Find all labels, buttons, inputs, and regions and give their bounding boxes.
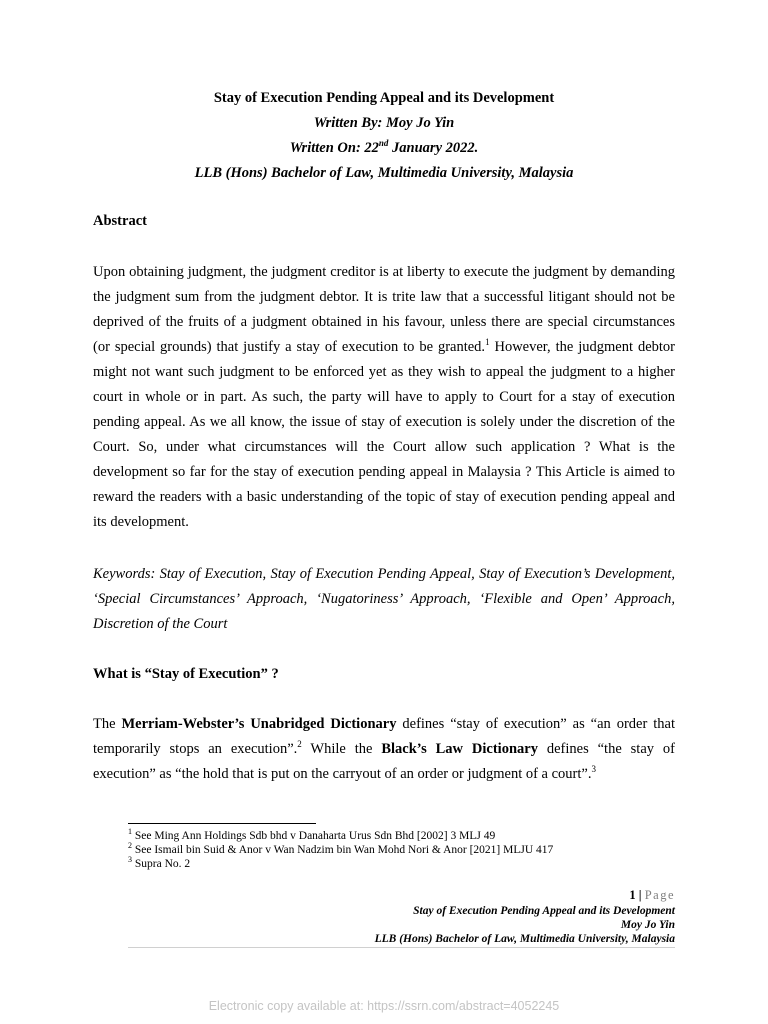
- footnote-item: [128, 843, 553, 857]
- section-text-3: While the: [301, 741, 382, 757]
- page-number: 1: [629, 888, 636, 902]
- section-text-4: defines “the stay of execution” as “the hold that is put on the carryout of an order or judgment of a court”.: [93, 741, 675, 782]
- abstract-heading: Abstract: [93, 213, 147, 229]
- footnote-ref-1[interactable]: 1: [485, 337, 490, 348]
- keywords-paragraph: Keywords: Stay of Execution, Stay of Execution Pending Appeal, Stay of Execution’s Development, ‘Special Circumstances’ Approach, ‘Nugatoriness’ Approach, ‘Flexible and Open’ Approach, Discretion of the Court: [93, 566, 675, 632]
- footnote-ref-3[interactable]: 3: [591, 764, 596, 775]
- footer-author: Moy Jo Yin: [620, 919, 675, 931]
- page-number-line: [128, 888, 675, 903]
- dictionary-name-1: Merriam-Webster’s Unabridged Dictionary: [121, 716, 397, 732]
- footnote-item: [128, 857, 553, 871]
- page-separator: |: [635, 888, 645, 902]
- footer-title: Stay of Execution Pending Appeal and its Development: [413, 905, 675, 917]
- running-footer: [128, 904, 675, 946]
- abstract-text-1: Upon obtaining judgment, the judgment creditor is at liberty to execute the judgment by demanding the judgment sum from the judgment debtor. It is trite law that a successful litigant should not be deprived of the fruits of a judgment obtained in his favour, unless there are special circumstances (or special grounds) that justify a stay of execution to be granted.: [93, 264, 675, 355]
- footnote-item: [128, 829, 553, 843]
- footnote-divider: [128, 823, 316, 824]
- dictionary-name-2: Black’s Law Dictionary: [381, 741, 538, 757]
- section-text-2: defines “stay of execution” as “an order that temporarily stops an execution”.: [93, 716, 675, 757]
- footnote-text: See Ming Ann Holdings Sdb bhd v Danaharta Urus Sdn Bhd [2002] 3 MLJ 49: [132, 830, 496, 842]
- footnote-number: 3: [128, 855, 132, 865]
- date-ordinal: nd: [378, 138, 389, 149]
- date-suffix: January 2022.: [388, 140, 479, 156]
- footnote-text: Supra No. 2: [132, 858, 191, 870]
- page-word: Page: [644, 888, 675, 902]
- paper-title: Stay of Execution Pending Appeal and its Development: [213, 90, 555, 106]
- abstract-text-2: However, the judgment debtor might not want such judgment to be enforced yet as they wish to appeal the judgment to a higher court in whole or in part. As such, the party will have to apply to Court for a stay of execution pending appeal. As we all know, the issue of stay of execution is solely under the discretion of the Court. So, under what circumstances will the Court allow such application ? What is the development so far for the stay of execution pending appeal in Malaysia ? This Article is aimed to reward the readers with a basic understanding of the topic of stay of execution pending appeal and its development.: [93, 339, 675, 530]
- footer-affiliation: LLB (Hons) Bachelor of Law, Multimedia University, Malaysia: [374, 933, 675, 945]
- section-heading: What is “Stay of Execution” ?: [93, 666, 279, 682]
- abstract-paragraph: [93, 260, 675, 535]
- date-prefix: Written On: 22: [289, 140, 379, 156]
- footnote-ref-2[interactable]: 2: [297, 739, 302, 750]
- title-block: [0, 86, 768, 186]
- footnotes: [128, 829, 553, 871]
- footnote-number: 1: [128, 827, 132, 837]
- footnote-number: 2: [128, 841, 132, 851]
- affiliation-line: LLB (Hons) Bachelor of Law, Multimedia University, Malaysia: [194, 165, 574, 181]
- ssrn-notice[interactable]: Electronic copy available at: https://ssrn.com/abstract=4052245: [208, 999, 560, 1013]
- author-line: Written By: Moy Jo Yin: [313, 115, 455, 131]
- footnote-text: See Ismail bin Suid & Anor v Wan Nadzim bin Wan Mohd Nori & Anor [2021] MLJU 417: [132, 844, 554, 856]
- footer-divider: [128, 947, 675, 948]
- section-paragraph: [93, 712, 675, 787]
- date-line: [0, 136, 768, 161]
- section-text-1: The: [93, 716, 122, 732]
